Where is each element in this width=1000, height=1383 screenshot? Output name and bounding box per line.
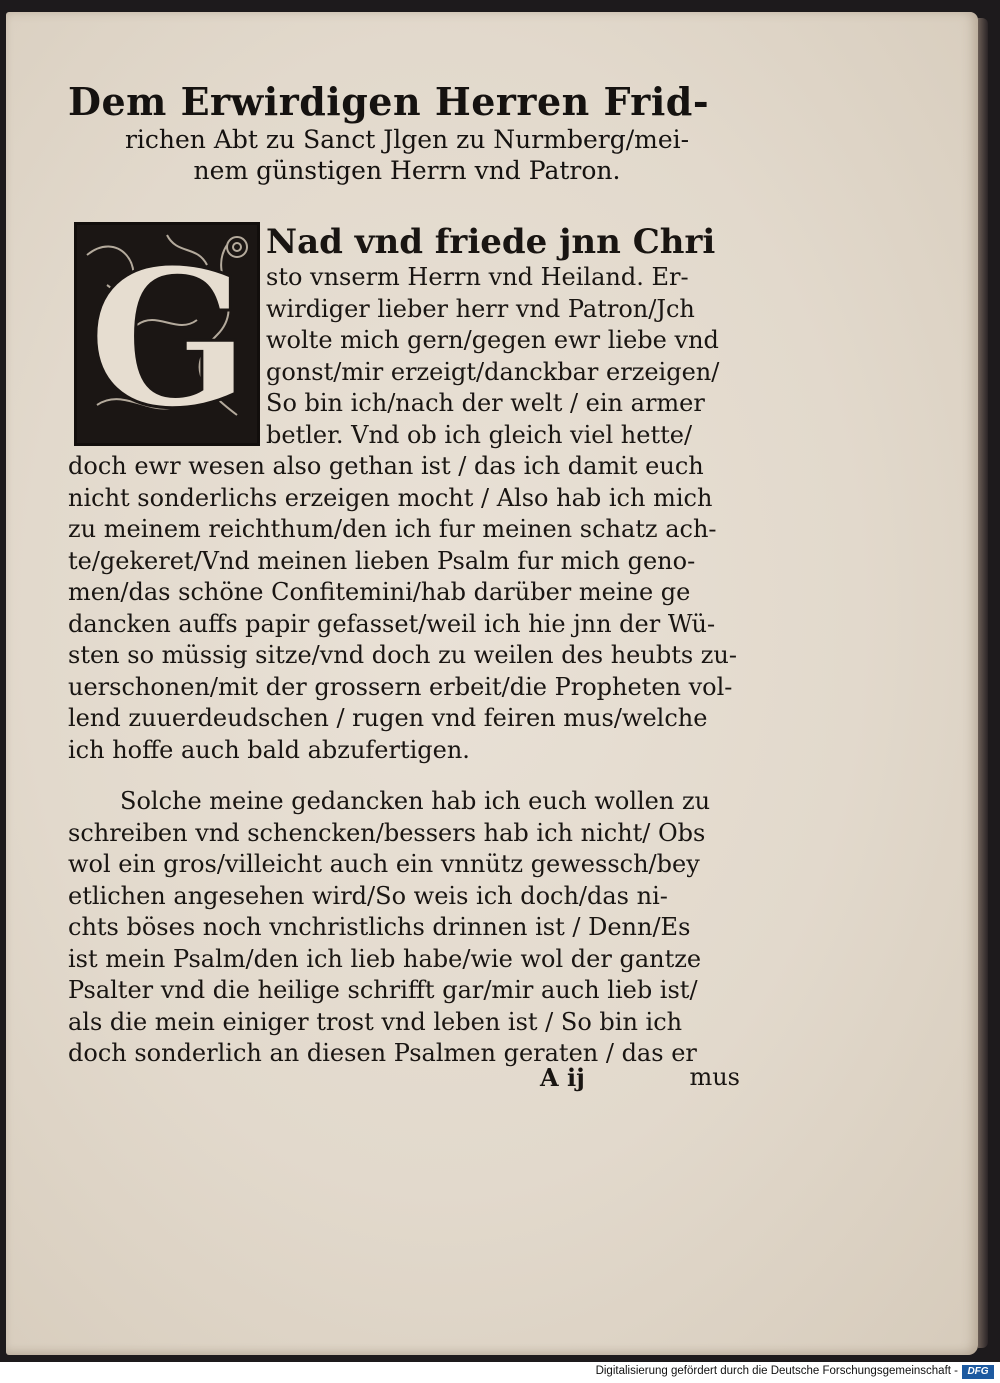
dedication-heading — [62, 80, 752, 186]
text-line: wol ein gros/villeicht auch ein vnnütz gewessch/bey — [68, 850, 700, 878]
text-line: Psalter vnd die heilige schrifft gar/mir auch lieb ist/ — [68, 976, 698, 1004]
dfg-logo: DFG — [962, 1365, 994, 1379]
text-line: wolte mich gern/gegen ewr liebe vnd — [266, 326, 719, 354]
page-edge — [978, 18, 988, 1348]
paragraph-1-opening — [266, 222, 736, 451]
funding-note: Digitalisierung gefördert durch die Deutsche Forschungsgemeinschaft - — [595, 1365, 958, 1377]
text-line: Nad vnd friede jnn Chri — [266, 222, 716, 262]
text-line: dancken auffs papir gefasset/weil ich hie jnn der Wü- — [68, 609, 716, 638]
paragraph-1-continuation — [68, 451, 738, 766]
heading-line-3: nem günstigen Herrn vnd Patron. — [193, 156, 621, 185]
text-line: uerschonen/mit der grossern erbeit/die Propheten vol- — [68, 672, 733, 701]
initial-glyph: G — [87, 227, 251, 443]
text-line: men/das schöne Confitemini/hab darüber meine ge — [68, 578, 691, 606]
text-line: schreiben vnd schencken/bessers hab ich nicht/ Obs — [68, 818, 706, 847]
signature-mark: A ij — [540, 1063, 585, 1092]
text-line: gonst/mir erzeigt/danckbar erzeigen/ — [266, 357, 720, 386]
text-line: chts böses noch vnchristlichs drinnen ist / Denn/Es — [68, 913, 691, 941]
text-line: etlichen angesehen wird/So weis ich doch/das ni- — [68, 881, 668, 910]
catchword: mus — [689, 1063, 740, 1091]
heading-line-2: richen Abt zu Sanct Jlgen zu Nurmberg/mei- — [124, 125, 690, 154]
heading-line-1: Dem Erwirdigen Herren Frid- — [68, 79, 710, 124]
page-catchline — [540, 1063, 740, 1095]
text-line: doch ewr wesen also gethan ist / das ich damit euch — [68, 452, 704, 480]
text-line: zu meinem reichthum/den ich fur meinen schatz ach- — [68, 515, 717, 543]
text-line: ist mein Psalm/den ich lieb habe/wie wol der gantze — [68, 944, 702, 973]
text-line: sto vnserm Herrn vnd Heiland. Er- — [266, 263, 689, 291]
text-line: betler. Vnd ob ich gleich viel hette/ — [266, 420, 693, 449]
text-line: nicht sonderlichs erzeigen mocht / Also hab ich mich — [68, 483, 713, 512]
text-line: te/gekeret/Vnd meinen lieben Psalm fur mich geno- — [68, 546, 696, 575]
text-line: als die mein einiger trost vnd leben ist / So bin ich — [68, 1007, 683, 1036]
decorated-initial-letter — [74, 222, 260, 446]
ornament-illustration — [77, 225, 257, 443]
paragraph-2 — [68, 786, 738, 1070]
footer-bar — [0, 1362, 1000, 1383]
text-line: lend zuuerdeudschen / rugen vnd feiren mus/welche — [68, 704, 708, 732]
text-line: doch sonderlich an diesen Psalmen geraten / das er — [68, 1039, 697, 1067]
text-line: So bin ich/nach der welt / ein armer — [266, 389, 705, 417]
text-line: Solche meine gedancken hab ich euch wollen zu — [120, 787, 711, 815]
text-line: sten so müssig sitze/vnd doch zu weilen des heubts zu- — [68, 641, 737, 669]
text-line: wirdiger lieber herr vnd Patron/Jch — [266, 294, 695, 323]
text-line: ich hoffe auch bald abzufertigen. — [68, 735, 470, 764]
